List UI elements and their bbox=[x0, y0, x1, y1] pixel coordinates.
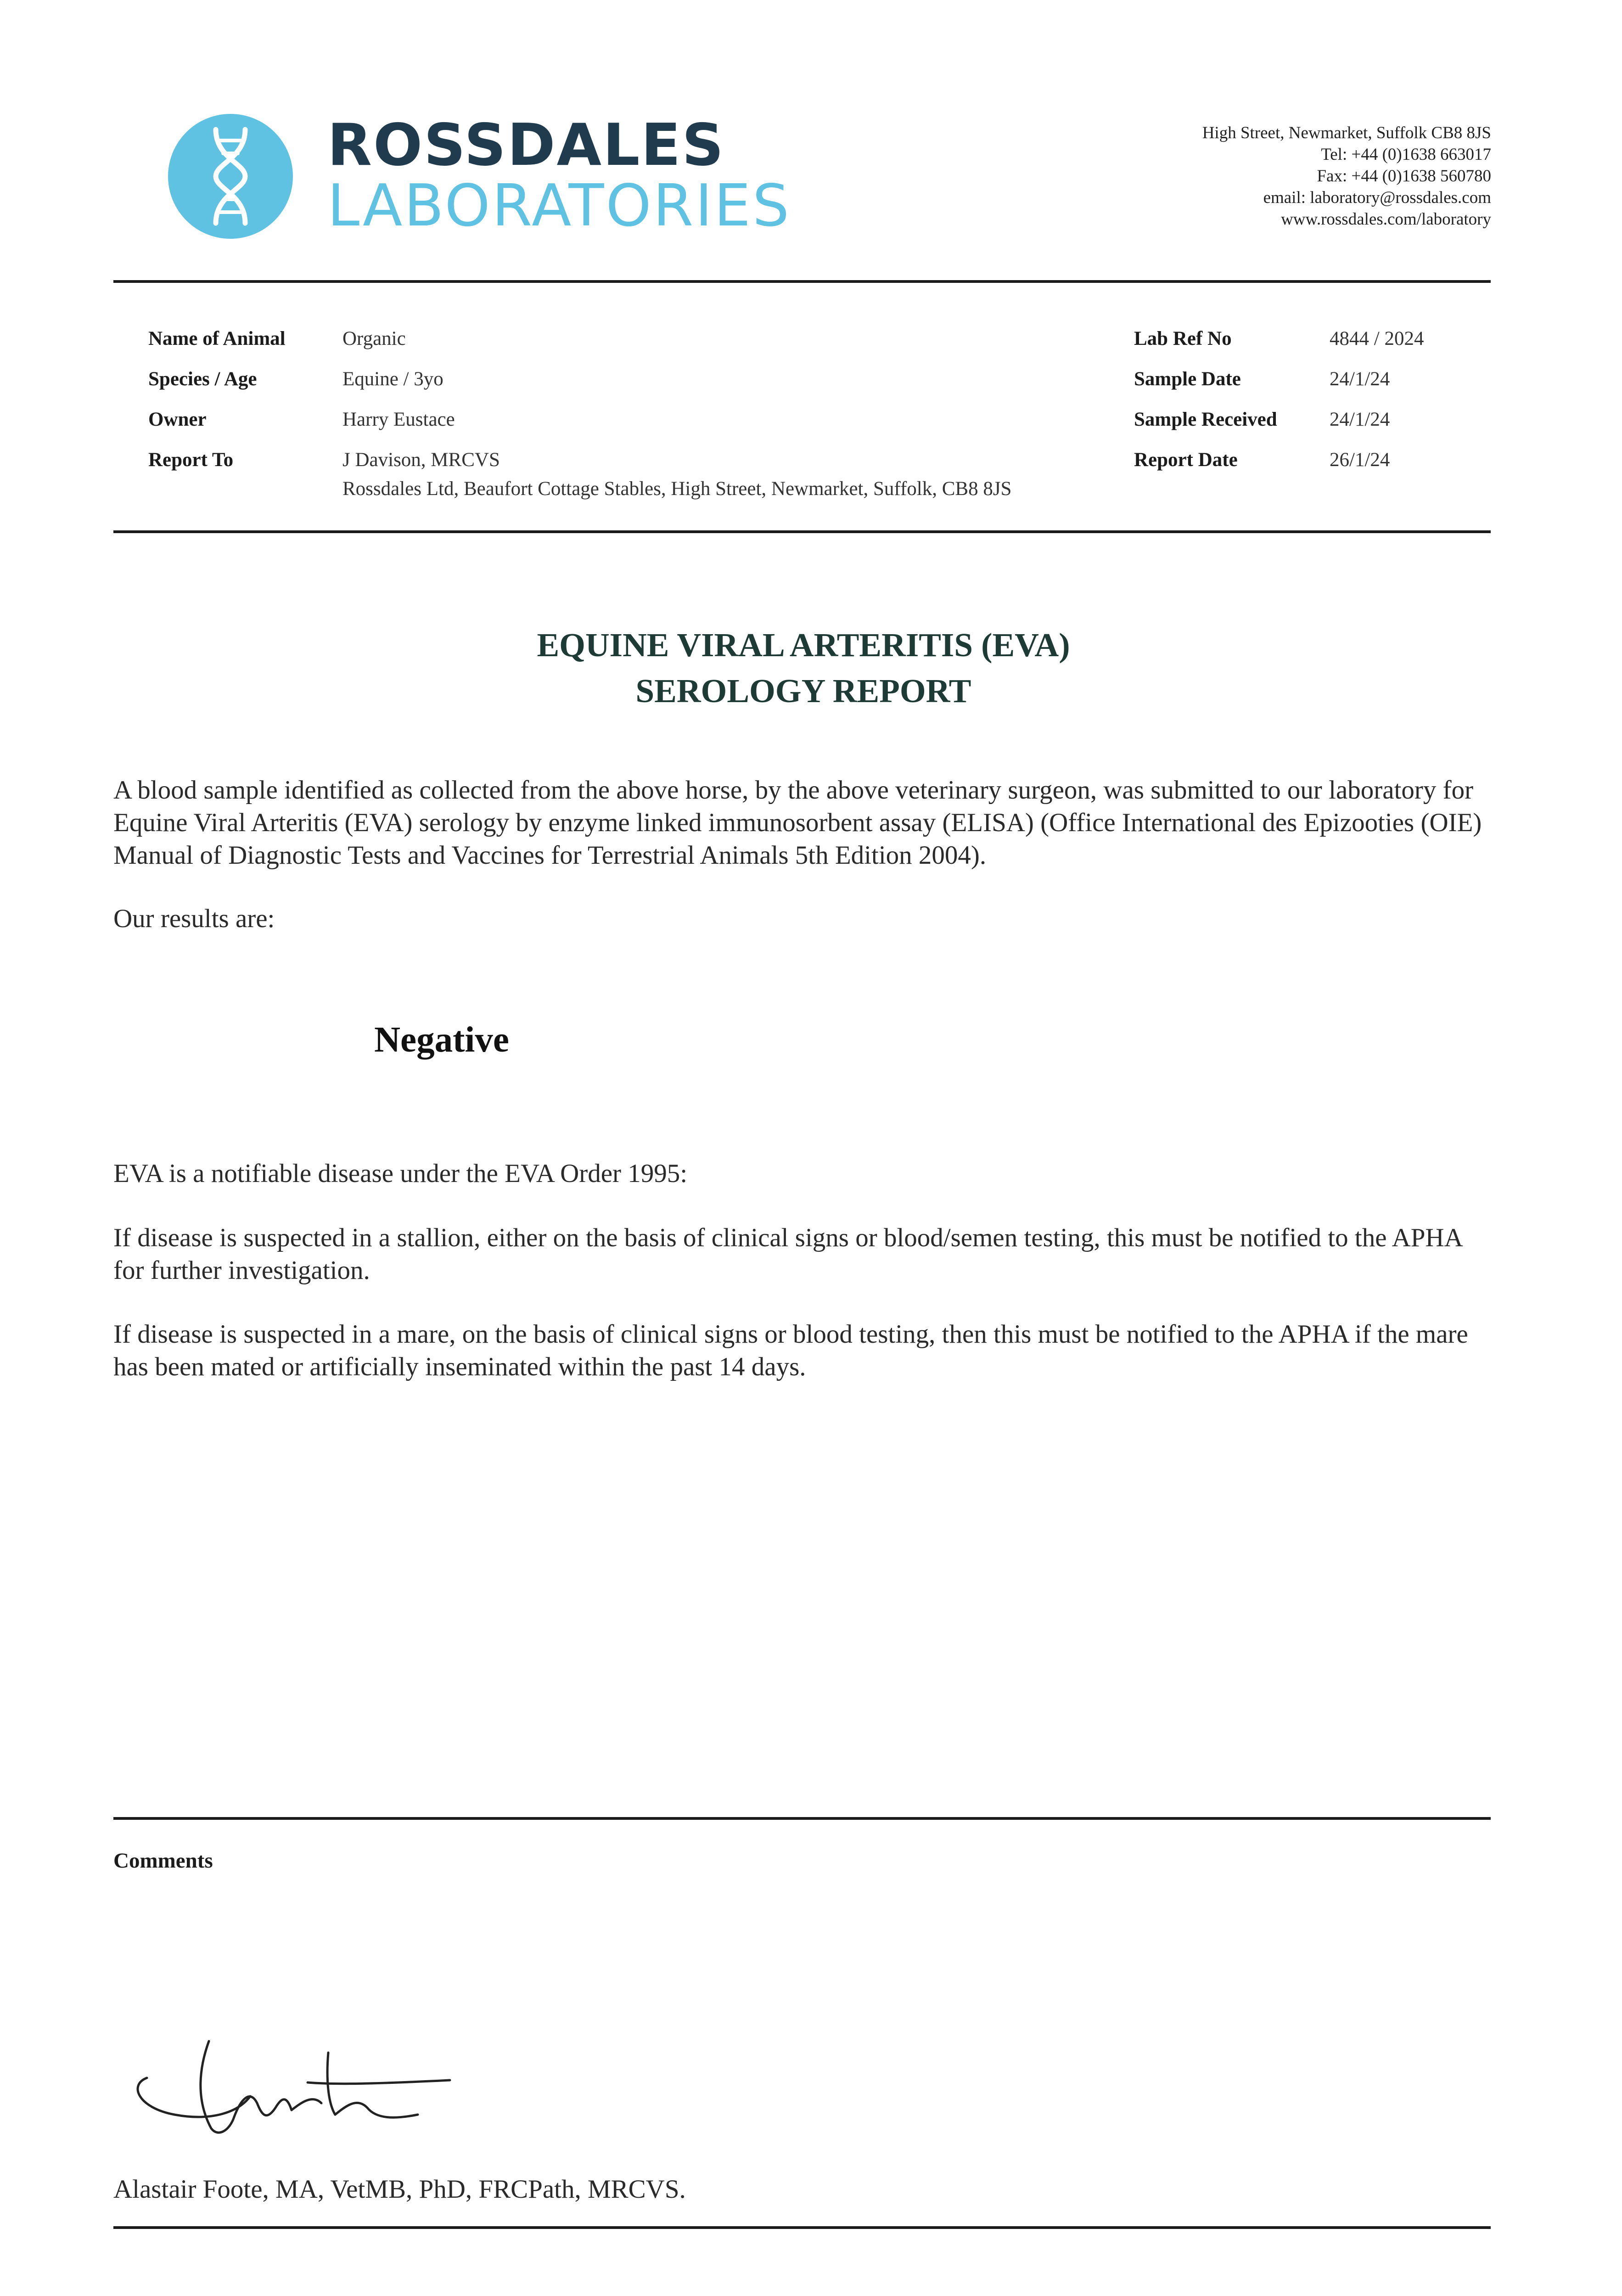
report-to-address: Rossdales Ltd, Beaufort Cottage Stables, High Street, Newmarket, Suffolk, CB8 8JS bbox=[342, 478, 1012, 500]
value-report-to: J Davison, MRCVS bbox=[342, 449, 500, 471]
brand-name: ROSSDALES bbox=[327, 111, 725, 179]
dna-logo-icon bbox=[168, 114, 293, 239]
label-sample-received: Sample Received bbox=[1134, 409, 1277, 430]
results-lead: Our results are: bbox=[113, 904, 275, 933]
details-labels-right bbox=[1134, 319, 1277, 480]
mare-note: If disease is suspected in a mare, on the basis of clinical signs or blood testing, then this must be notified to the APHA if the mare has been mated or artificially inseminated within the past 14 days. bbox=[113, 1320, 1468, 1381]
value-lab-ref: 4844 / 2024 bbox=[1330, 328, 1424, 349]
notifiable-statement: EVA is a notifiable disease under the EVA Order 1995: bbox=[113, 1159, 688, 1188]
label-species-age: Species / Age bbox=[148, 368, 257, 390]
signatory-name: Alastair Foote, MA, VetMB, PhD, FRCPath, MRCVS. bbox=[113, 2175, 686, 2204]
brand-subtitle: LABORATORIES bbox=[327, 172, 791, 239]
result-value: Negative bbox=[374, 1020, 509, 1060]
comments-divider bbox=[113, 1817, 1491, 1820]
value-owner: Harry Eustace bbox=[342, 409, 455, 430]
report-title-line2: SEROLOGY REPORT bbox=[635, 672, 971, 709]
contact-email[interactable]: email: laboratory@rossdales.com bbox=[1263, 188, 1491, 207]
details-labels-left bbox=[148, 319, 286, 480]
label-sample-date: Sample Date bbox=[1134, 368, 1241, 390]
value-report-date: 26/1/24 bbox=[1330, 449, 1390, 471]
intro-paragraph: A blood sample identified as collected from the above horse, by the above veterinary surgeon, was submitted to our laboratory for Equine Viral Arteritis (EVA) serology by enzyme linked immunosorbent assay (ELISA) (Office International des Epizooties (OIE) Manual of Diagnostic Tests and Vaccines for Terrestrial Animals 5th Edition 2004). bbox=[113, 776, 1482, 870]
signature-image bbox=[119, 2034, 477, 2144]
footer-divider bbox=[113, 2226, 1491, 2229]
contact-website[interactable]: www.rossdales.com/laboratory bbox=[1281, 210, 1491, 229]
label-lab-ref: Lab Ref No bbox=[1134, 328, 1232, 349]
report-title bbox=[0, 622, 1607, 714]
label-report-date: Report Date bbox=[1134, 449, 1238, 471]
comments-label: Comments bbox=[113, 1849, 213, 1873]
label-owner: Owner bbox=[148, 409, 207, 430]
contact-address: High Street, Newmarket, Suffolk CB8 8JS bbox=[1202, 124, 1491, 142]
label-report-to: Report To bbox=[148, 449, 234, 471]
contact-tel: Tel: +44 (0)1638 663017 bbox=[1321, 145, 1491, 164]
label-name-of-animal: Name of Animal bbox=[148, 328, 286, 349]
details-divider bbox=[113, 530, 1491, 533]
header-divider bbox=[113, 280, 1491, 283]
details-values-right bbox=[1330, 319, 1424, 480]
value-sample-received: 24/1/24 bbox=[1330, 409, 1390, 430]
value-sample-date: 24/1/24 bbox=[1330, 368, 1390, 390]
contact-fax: Fax: +44 (0)1638 560780 bbox=[1317, 167, 1491, 186]
report-title-line1: EQUINE VIRAL ARTERITIS (EVA) bbox=[537, 626, 1070, 664]
value-name-of-animal: Organic bbox=[342, 328, 406, 349]
details-values-left bbox=[342, 319, 500, 480]
stallion-note: If disease is suspected in a stallion, either on the basis of clinical signs or blood/semen testing, this must be notified to the APHA for further investigation. bbox=[113, 1223, 1462, 1285]
value-species-age: Equine / 3yo bbox=[342, 368, 443, 390]
contact-block bbox=[1202, 122, 1491, 230]
